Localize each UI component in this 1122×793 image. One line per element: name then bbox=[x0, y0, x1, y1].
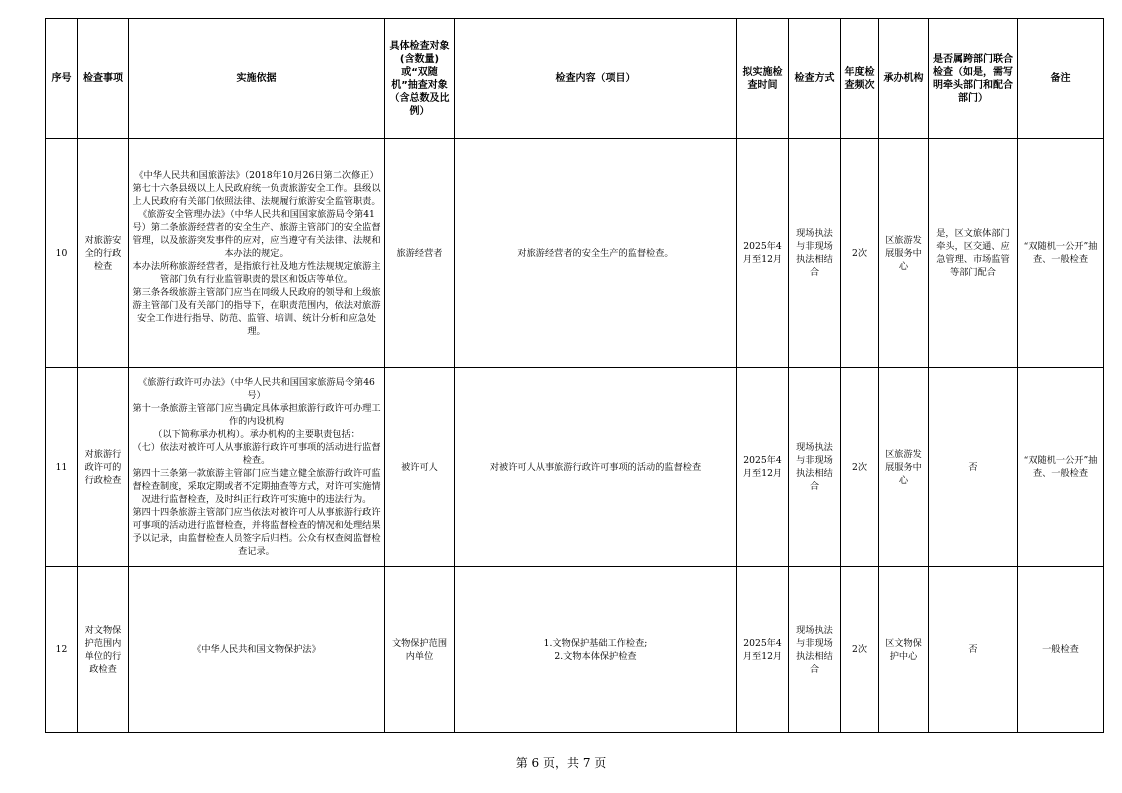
table-row bbox=[46, 139, 1104, 368]
content-line: 对旅游经营者的安全生产的监督检查。 bbox=[517, 247, 674, 259]
cell-basis bbox=[129, 567, 385, 733]
cell-remark: “双随机一公开”抽查、一般检查 bbox=[1018, 139, 1104, 368]
cell-freq: 2次 bbox=[841, 139, 879, 368]
cell-content bbox=[455, 368, 737, 567]
basis-paragraph: 第四十三条第一款旅游主管部门应当建立健全旅游行政许可监督检查制度，采取定期或者不定期抽查等方式，对许可实施情况进行监督检查，及时纠正行政许可实施中的违法行为。 bbox=[132, 468, 381, 505]
cell-agency: 区文物保护中心 bbox=[879, 567, 929, 733]
cell-freq: 2次 bbox=[841, 567, 879, 733]
cell-remark: 一般检查 bbox=[1018, 567, 1104, 733]
header-item: 检查事项 bbox=[78, 19, 129, 139]
header-target: 具体检查对象(含数量)或“双随机”抽查对象（含总数及比例） bbox=[385, 19, 455, 139]
cell-seq: 10 bbox=[46, 139, 78, 368]
basis-paragraph: 《中华人民共和国旅游法》（2018年10月26日第二次修正）第七十六条县级以上人民政府统一负责旅游安全工作。县级以上人民政府有关部门依照法律、法规履行旅游安全监管职责。 bbox=[132, 169, 381, 207]
basis-paragraph: 《中华人民共和国文物保护法》 bbox=[192, 644, 321, 655]
cell-seq: 12 bbox=[46, 567, 78, 733]
cell-item: 对旅游行政许可的行政检查 bbox=[78, 368, 129, 567]
cell-item: 对旅游安全的行政检查 bbox=[78, 139, 129, 368]
cell-target: 文物保护范围内单位 bbox=[385, 567, 455, 733]
cell-target: 被许可人 bbox=[385, 368, 455, 567]
content-line: 2.文物本体保护检查 bbox=[554, 650, 637, 662]
table-row bbox=[46, 368, 1104, 567]
header-content: 检查内容（项目） bbox=[455, 19, 737, 139]
basis-paragraph: 第十一条旅游主管部门应当确定具体承担旅游行政许可办理工作的内设机构 bbox=[132, 403, 381, 427]
page-footer: 第 6 页，共 7 页 bbox=[515, 756, 607, 770]
table-row bbox=[46, 567, 1104, 733]
basis-paragraph: 本办法所称旅游经营者，是指旅行社及地方性法规规定旅游主管部门负有行业监管职责的景区和饭店等单位。 bbox=[132, 260, 381, 285]
content-line: 1.文物保护基础工作检查; bbox=[543, 637, 648, 649]
header-seq: 序号 bbox=[46, 19, 78, 139]
cell-joint: 是，区文旅体部门牵头，区交通、应急管理、市场监管等部门配合 bbox=[929, 139, 1018, 368]
cell-time: 2025年4月至12月 bbox=[737, 567, 789, 733]
content-line: 对被许可人从事旅游行政许可事项的活动的监督检查 bbox=[489, 461, 702, 473]
basis-paragraph: 《旅游安全管理办法》（中华人民共和国国家旅游局令第41号）第二条旅游经营者的安全生产、旅游主管部门的安全监督管理，以及旅游突发事件的应对，应当遵守有关法律、法规和本办法的规定。 bbox=[132, 208, 381, 259]
cell-time: 2025年4月至12月 bbox=[737, 368, 789, 567]
basis-paragraph: 《旅游行政许可办法》（中华人民共和国国家旅游局令第46号） bbox=[138, 377, 375, 401]
cell-remark: “双随机一公开”抽查、一般检查 bbox=[1018, 368, 1104, 567]
cell-method: 现场执法与非现场执法相结合 bbox=[789, 139, 841, 368]
cell-item: 对文物保护范围内单位的行政检查 bbox=[78, 567, 129, 733]
cell-content bbox=[455, 567, 737, 733]
header-joint: 是否属跨部门联合检查（如是，需写明牵头部门和配合部门） bbox=[929, 19, 1018, 139]
header-agency: 承办机构 bbox=[879, 19, 929, 139]
basis-paragraph: （以下简称承办机构）。承办机构的主要职责包括： bbox=[153, 429, 360, 440]
cell-method: 现场执法与非现场执法相结合 bbox=[789, 567, 841, 733]
cell-target: 旅游经营者 bbox=[385, 139, 455, 368]
cell-content bbox=[455, 139, 737, 368]
cell-basis bbox=[129, 139, 385, 368]
header-freq: 年度检查频次 bbox=[841, 19, 879, 139]
header-basis: 实施依据 bbox=[129, 19, 385, 139]
header-remark: 备注 bbox=[1018, 19, 1104, 139]
cell-joint: 否 bbox=[929, 567, 1018, 733]
header-row bbox=[46, 19, 1104, 139]
inspection-plan-table bbox=[45, 18, 1104, 733]
header-time: 拟实施检查时间 bbox=[737, 19, 789, 139]
cell-agency: 区旅游发展服务中心 bbox=[879, 368, 929, 567]
cell-seq: 11 bbox=[46, 368, 78, 567]
header-method: 检查方式 bbox=[789, 19, 841, 139]
basis-paragraph: （七）依法对被许可人从事旅游行政许可事项的活动进行监督检查。 bbox=[132, 442, 381, 466]
cell-agency: 区旅游发展服务中心 bbox=[879, 139, 929, 368]
cell-time: 2025年4月至12月 bbox=[737, 139, 789, 368]
cell-basis bbox=[129, 368, 385, 567]
cell-method: 现场执法与非现场执法相结合 bbox=[789, 368, 841, 567]
cell-freq: 2次 bbox=[841, 368, 879, 567]
basis-paragraph: 第四十四条旅游主管部门应当依法对被许可人从事旅游行政许可事项的活动进行监督检查，并将监督检查的情况和处理结果予以记录，由监督检查人员签字后归档。公众有权查阅监督检查记录。 bbox=[132, 507, 381, 557]
basis-paragraph: 第三条各级旅游主管部门应当在同级人民政府的领导和上级旅游主管部门及有关部门的指导下，在职责范围内，依法对旅游安全工作进行指导、防范、监管、培训、统计分析和应急处理。 bbox=[132, 286, 381, 337]
cell-joint: 否 bbox=[929, 368, 1018, 567]
